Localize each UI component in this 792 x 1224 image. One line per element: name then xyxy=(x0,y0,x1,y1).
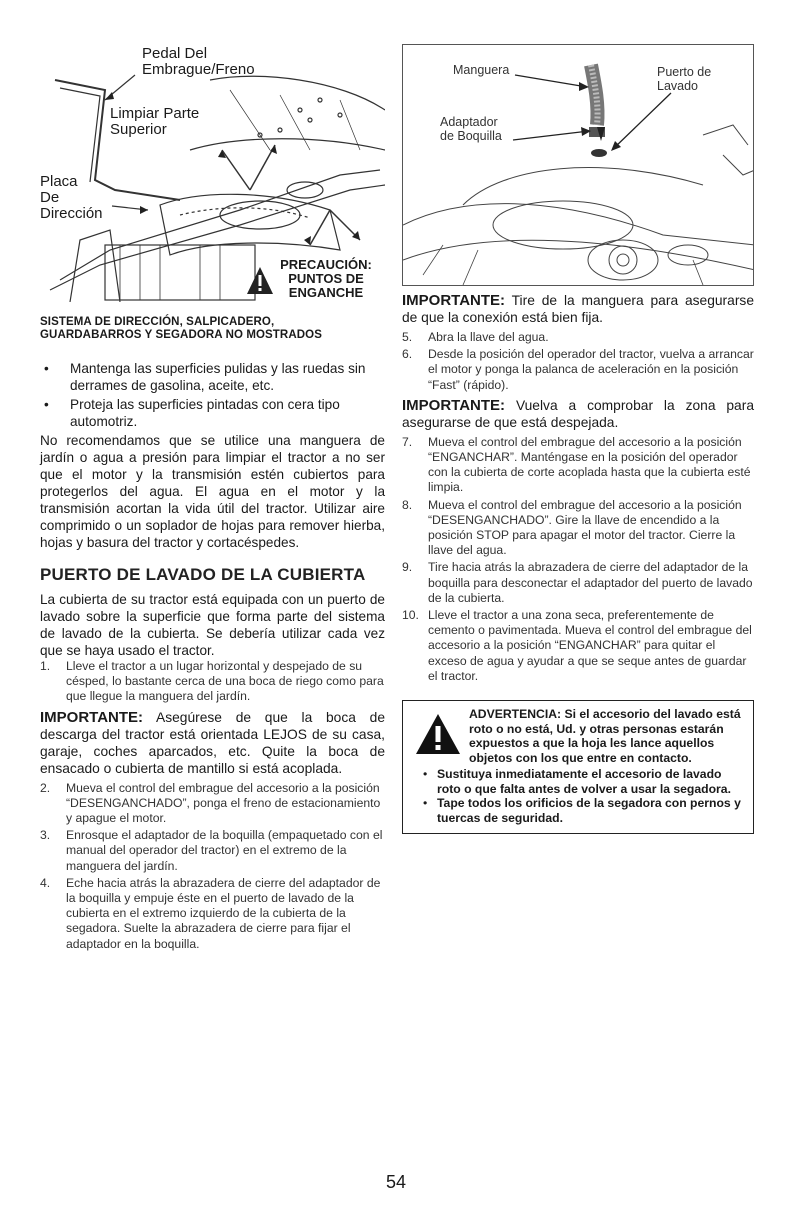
intro-paragraph: No recomendamos que se utilice una manguera de jardín o agua a presión para limpiar el tractor a no ser que el motor y la transmisión estén cubiertos para protegerlos del agua. El agua en el motor y la transmisión acortan la vida útil del tractor. Utilizar aire comprimido o un soplador de hojas para remover hierba, hojas y basura del tractor y cortacéspedes. xyxy=(40,433,385,550)
step-item xyxy=(40,781,385,827)
caution-title: PRECAUCIÓN: xyxy=(280,257,372,272)
right-column xyxy=(402,44,754,834)
step-number: 5. xyxy=(402,330,413,344)
step-item xyxy=(40,659,385,705)
important-text: Vuelva a comprobar la zona para asegurarse de que está despejada. xyxy=(402,397,754,430)
warning-box xyxy=(402,700,754,834)
cleaning-bullets xyxy=(40,360,385,430)
warning-triangle-icon xyxy=(246,266,274,296)
caption-line-2: GUARDABARROS Y SEGADORA NO MOSTRADOS xyxy=(40,329,322,341)
important-note-1 xyxy=(40,709,385,777)
caution-line-2: PUNTOS DE xyxy=(288,271,364,286)
label-limpiar-parte-superior: Limpiar Parte Superior xyxy=(110,105,200,138)
step-number: 6. xyxy=(402,347,413,362)
step-text: Mueva el control del embrague del accesorio a la posición “ENGANCHAR”. Manténgase en la posición del operador con la cubierta de corte acoplada hasta que la cubierta esté limpia. xyxy=(428,434,751,495)
wash-port-illustration xyxy=(402,44,754,286)
step-number: 4. xyxy=(40,875,51,890)
step-text: Eche hacia atrás la abrazadera de cierre del adaptador de la boquilla y empuje éste en el puerto de lavado de la cubierta en el extremo izquierdo de la cubierta de la segadora. Suelte la abrazadera de cierre para fijar el adaptador en la boquilla. xyxy=(66,875,381,951)
step-number: 3. xyxy=(40,828,51,843)
step-item xyxy=(402,560,754,606)
label-manguera: Manguera xyxy=(453,63,510,77)
label-puerto-lavado: Puerto de Lavado xyxy=(657,65,712,93)
label-pedal-embrague: Pedal Del Embrague/Freno xyxy=(142,45,255,78)
important-text: Tire de la manguera para asegurarse de que la conexión está bien fija. xyxy=(402,293,754,325)
steering-illustration xyxy=(40,40,385,302)
warning-list xyxy=(411,767,745,825)
step-list-2 xyxy=(40,781,385,952)
step-text: Lleve el tractor a un lugar horizontal y despejado de su césped, lo bastante cerca de una boca de riego como para que llegue la manguera del jardín. xyxy=(66,659,384,704)
step-item xyxy=(40,828,385,874)
caution-pinch-points-label xyxy=(242,258,384,342)
warning-item: • Tape todos los orificios de la segadora con pernos y tuercas de seguridad. xyxy=(411,796,745,825)
important-label: IMPORTANTE: xyxy=(40,708,144,726)
bullet-item: • Proteja las superficies pintadas con cera tipo automotriz. xyxy=(40,396,385,430)
step-text: Tire hacia atrás la abrazadera de cierre del adaptador de la boquilla para desconectar el adaptador del puerto de lavado de la cubierta. xyxy=(428,560,753,605)
step-number: 2. xyxy=(40,780,51,795)
important-text: Asegúrese de que la boca de descarga del tractor está orientada LEJOS de su casa, garaje, coches aparcados, etc. Quite la boca de ensacado o cubierta de mantillo si está acoplada. xyxy=(40,709,385,776)
step-number: 9. xyxy=(402,560,413,575)
important-label: IMPORTANTE: xyxy=(402,292,506,309)
step-list-3 xyxy=(402,330,754,393)
left-column xyxy=(40,40,385,954)
step-item xyxy=(40,876,385,952)
step-list-1 xyxy=(40,659,385,705)
label-placa-direccion: Placa De Dirección xyxy=(40,173,103,222)
step-number: 8. xyxy=(402,497,413,512)
warning-triangle-icon xyxy=(415,713,461,755)
warning-item: • Sustituya inmediatamente el accesorio de lavado roto o que falta antes de volver a usar la segadora. xyxy=(411,767,745,796)
warning-heading: ADVERTENCIA: Si el accesorio del lavado está roto o no está, Ud. y otras personas estarán expuestos a que la hoja les lance aquellos objetos con los que entre en contacto. xyxy=(469,707,741,765)
step-number: 1. xyxy=(40,659,51,673)
important-note-3 xyxy=(402,397,754,431)
important-note-2 xyxy=(402,292,754,326)
step-text: Mueva el control del embrague del accesorio a la posición “DESENGANCHADO”, ponga el freno de estacionamiento y apague el motor. xyxy=(66,780,381,826)
caution-line-3: ENGANCHE xyxy=(288,285,364,300)
step-number: 7. xyxy=(402,434,413,449)
step-item xyxy=(402,347,754,393)
important-label: IMPORTANTE: xyxy=(402,396,506,414)
step-text: Desde la posición del operador del tractor, vuelva a arrancar el motor y ponga la palanca de aceleración en la posición “Fast” (rápido). xyxy=(428,347,754,392)
step-text: Abra la llave del agua. xyxy=(428,330,549,344)
step-list-4 xyxy=(402,435,754,684)
step-item xyxy=(402,330,754,345)
label-adaptador-boquilla: Adaptador de Boquilla xyxy=(440,115,502,143)
step-text: Enrosque el adaptador de la boquilla (empaquetado con el manual del operador del tractor) en el extremo de la manguera del jardín. xyxy=(66,828,383,873)
step-item xyxy=(402,435,754,496)
caption-line-1: SISTEMA DE DIRECCIÓN, SALPICADERO, xyxy=(40,316,275,328)
bullet-item: • Mantenga las superficies pulidas y las ruedas sin derrames de gasolina, aceite, etc. xyxy=(40,360,385,394)
section-heading: PUERTO DE LAVADO DE LA CUBIERTA xyxy=(40,565,366,584)
step-number: 10. xyxy=(402,608,419,623)
page-number: 54 xyxy=(385,1172,407,1192)
step-item xyxy=(402,498,754,559)
step-text: Lleve el tractor a una zona seca, preferentemente de cemento o pavimentada. Mueva el control del embrague del accesorio a la posición “ENGANCHAR” para quitar el exceso de agua y ayudar a que se seque antes de guardar el tractor. xyxy=(428,608,752,683)
section-paragraph: La cubierta de su tractor está equipada con un puerto de lavado sobre la superficie que forma parte del sistema de lavado de la cubierta. Se debería utilizar cada vez que se haya usado el tractor. xyxy=(40,592,385,658)
step-text: Mueva el control del embrague del accesorio a la posición “DESENGANCHADO”. Gire la llave de encendido a la posición STOP para apagar el motor del tractor. Cierre la llave del agua. xyxy=(428,497,742,558)
step-item xyxy=(402,608,754,684)
